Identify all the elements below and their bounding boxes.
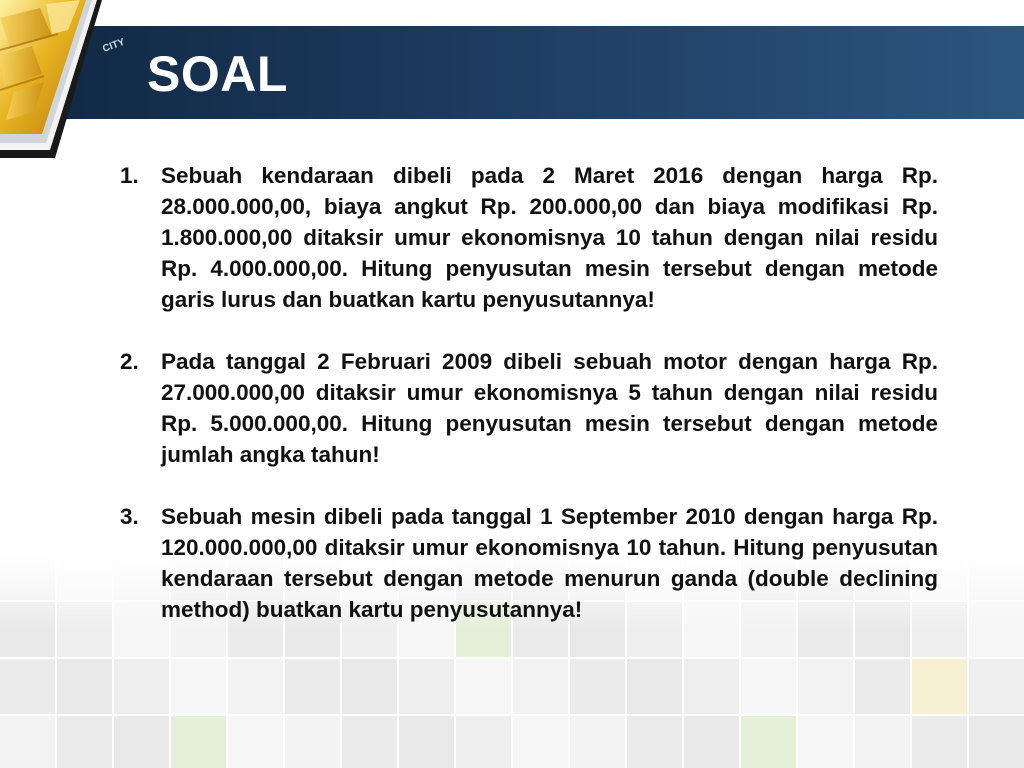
- slide-title: SOAL: [147, 46, 288, 102]
- question-item-2: [120, 346, 938, 470]
- question-text: Sebuah kendaraan dibeli pada 2 Maret 2016 dengan harga Rp. 28.000.000,00, biaya angkut Rp. 200.000,00 dan biaya modifikasi Rp. 1.800.000,00 ditaksir umur ekonomisnya 10 tahun dengan nilai residu Rp. 4.000.000,00. Hitung penyusutan mesin tersebut dengan metode garis lurus dan buatkan kartu penyusutannya!: [161, 163, 938, 312]
- question-text: Sebuah mesin dibeli pada tanggal 1 September 2010 dengan harga Rp. 120.000.000,00 ditaksir umur ekonomisnya 10 tahun. Hitung penyusutan kendaraan tersebut dengan metode menurun ganda (double declining method) buatkan kartu penyusutannya!: [161, 504, 938, 622]
- question-number: 2.: [120, 349, 139, 374]
- gold-bars-icon: [0, 0, 135, 165]
- question-list: [120, 160, 938, 656]
- question-text: Pada tanggal 2 Februari 2009 dibeli sebuah motor dengan harga Rp. 27.000.000,00 ditaksir umur ekonomisnya 5 tahun dengan nilai residu Rp. 5.000.000,00. Hitung penyusutan mesin tersebut dengan metode jumlah angka tahun!: [161, 349, 938, 467]
- question-item-1: [120, 160, 938, 315]
- question-item-3: [120, 501, 938, 625]
- question-number: 1.: [120, 163, 139, 188]
- logo-watermark-text: CITY: [101, 36, 127, 55]
- question-number: 3.: [120, 504, 139, 529]
